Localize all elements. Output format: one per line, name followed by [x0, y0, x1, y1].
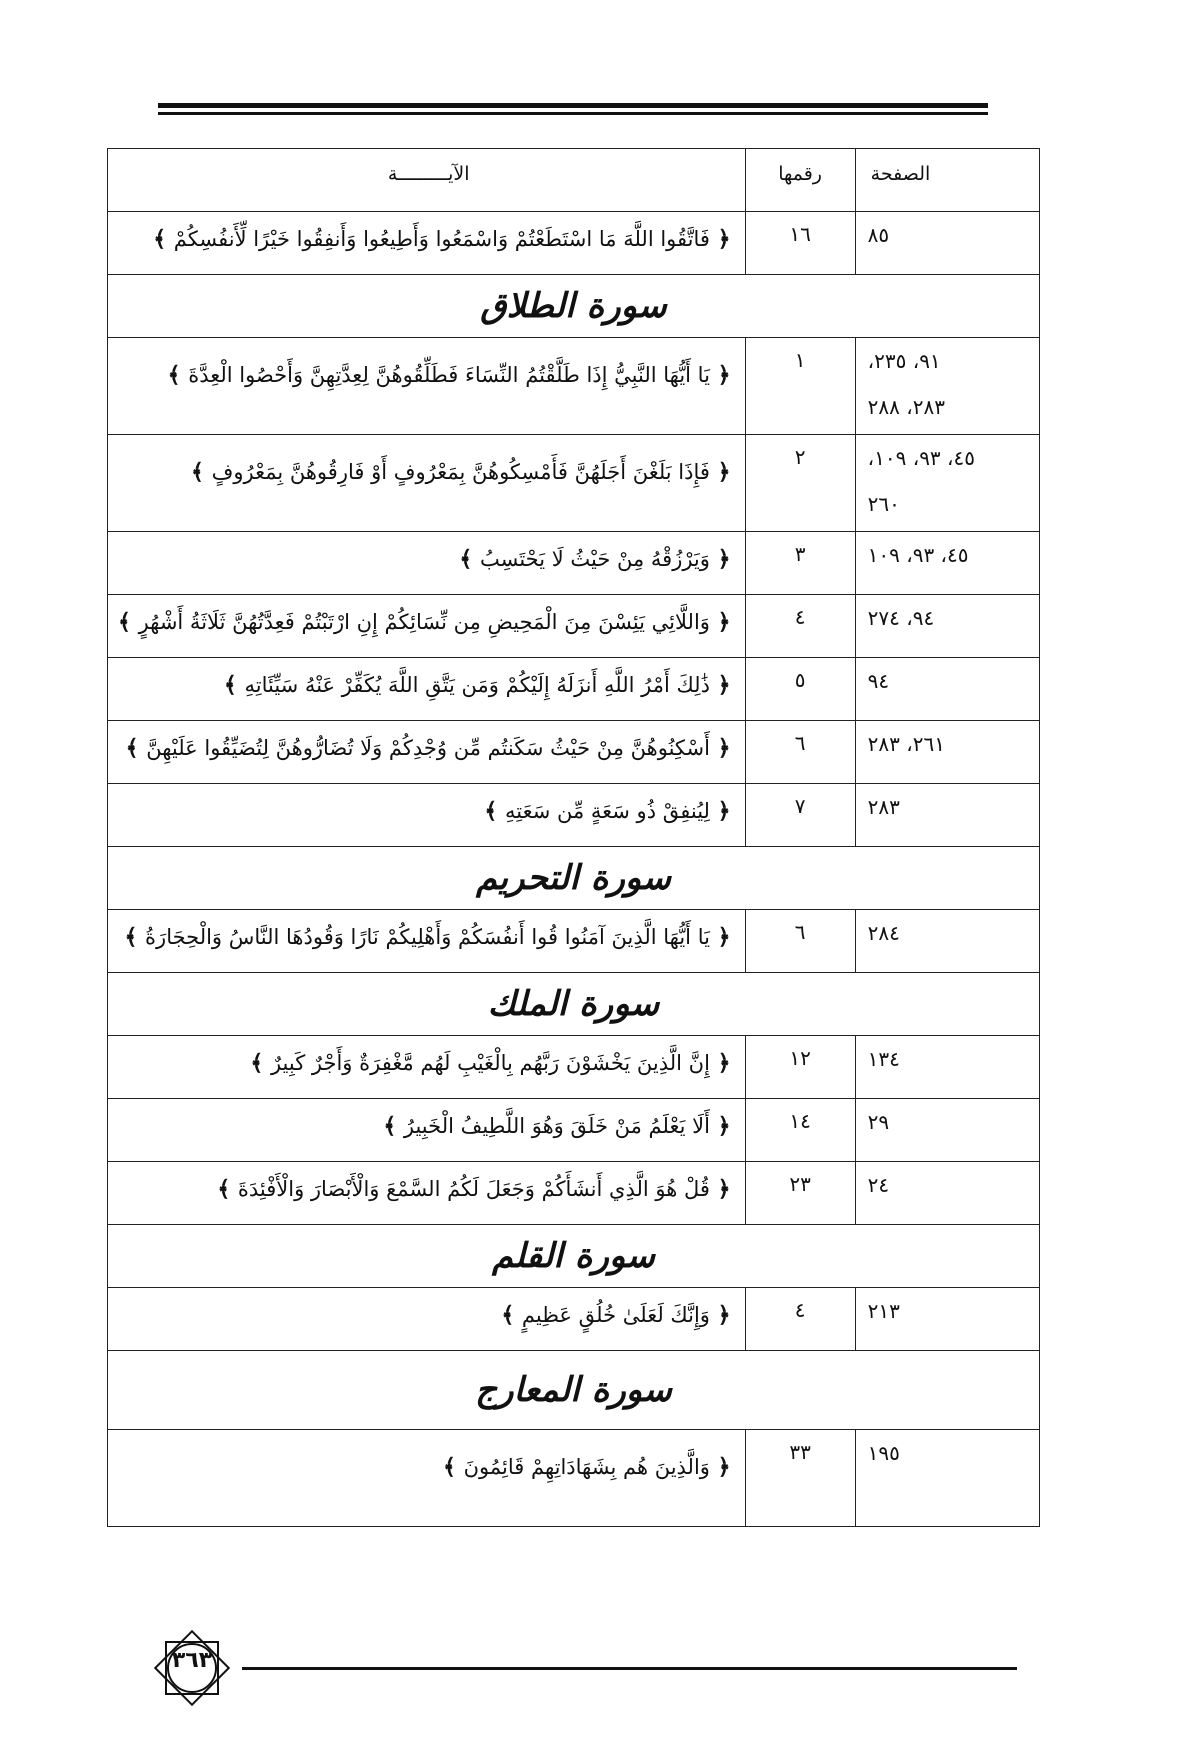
header-rule — [158, 103, 988, 108]
ornate-bracket-close-icon: ﴾ — [124, 924, 146, 950]
surah-heading-row — [108, 1351, 1040, 1430]
ornate-bracket-close-icon: ﴾ — [191, 459, 212, 485]
surah-title: سورة التحريم — [476, 858, 671, 898]
verse-number: ١٦ — [789, 222, 811, 246]
surah-heading-cell — [108, 1351, 1040, 1430]
page-refs-cell — [855, 1162, 1039, 1225]
ornate-bracket-open-icon: ﴿ — [709, 1176, 731, 1202]
verse-text: وَاللَّائِي يَئِسْنَ مِنَ الْمَحِيضِ مِن نِّسَائِكُمْ إِنِ ارْتَبْتُمْ فَعِدَّتُهُنَّ ثَلَاثَةُ أَشْهُرٍ — [138, 610, 710, 634]
verse-number: ٧ — [794, 794, 806, 818]
verse-number: ٤ — [794, 1298, 806, 1322]
verse-cell — [108, 658, 746, 721]
verse-text-wrap — [108, 910, 745, 950]
verse-number-cell — [745, 212, 855, 275]
verse-cell — [108, 338, 746, 435]
footer-rule — [242, 1667, 1017, 1670]
verse-text-wrap — [108, 212, 745, 252]
verse-text-wrap — [108, 1430, 745, 1480]
page-ref: ٢١٣ — [867, 1299, 900, 1323]
ornate-bracket-close-icon: ﴾ — [459, 546, 480, 572]
verse-cell — [108, 595, 746, 658]
verse-cell — [108, 1162, 746, 1225]
verse-text-wrap — [108, 721, 745, 761]
verse-cell — [108, 1036, 746, 1099]
verse-text: وَإِنَّكَ لَعَلَىٰ خُلُقٍ عَظِيمٍ — [521, 1303, 710, 1327]
verse-cell — [108, 532, 746, 595]
page-ref: ٢٦٠ — [867, 492, 900, 516]
verse-text-wrap — [108, 784, 745, 824]
page-ref: ٤٥، ٩٣، ١٠٩ — [867, 543, 969, 567]
verse-text: إِنَّ الَّذِينَ يَخْشَوْنَ رَبَّهُم بِالْغَيْبِ لَهُم مَّغْفِرَةٌ وَأَجْرٌ كَبِيرٌ — [270, 1051, 710, 1075]
verse-number: ١٢ — [789, 1046, 811, 1070]
verse-number: ١٤ — [789, 1109, 811, 1133]
verse-number-cell — [745, 532, 855, 595]
ornate-bracket-open-icon: ﴿ — [709, 735, 731, 761]
ornate-bracket-open-icon: ﴿ — [709, 609, 731, 635]
ornate-bracket-open-icon: ﴿ — [709, 362, 731, 388]
verse-number-cell — [745, 338, 855, 435]
verse-number-cell — [745, 1036, 855, 1099]
ornate-bracket-close-icon: ﴾ — [484, 798, 505, 824]
verse-text: لِيُنفِقْ ذُو سَعَةٍ مِّن سَعَتِهِ — [504, 799, 710, 823]
ornate-bracket-close-icon: ﴾ — [217, 1176, 238, 1202]
table-row — [108, 784, 1040, 847]
page-ref: ٢٨٣، ٢٨٨ — [867, 395, 945, 419]
verse-number: ٦ — [794, 920, 806, 944]
ornate-bracket-close-icon: ﴾ — [383, 1113, 404, 1139]
ornate-bracket-close-icon: ﴾ — [443, 1454, 464, 1480]
page-refs-cell — [855, 784, 1039, 847]
verse-number-cell — [745, 910, 855, 973]
verse-text-wrap — [108, 1288, 745, 1328]
verse-number-cell — [745, 1099, 855, 1162]
surah-title: سورة الملك — [487, 984, 660, 1024]
page-ref: ٩١، ٢٣٥، — [867, 349, 941, 373]
page-ref: ٢٦١، ٢٨٣ — [867, 732, 945, 756]
page-refs-cell — [855, 338, 1039, 435]
ornate-bracket-close-icon: ﴾ — [223, 672, 245, 698]
verse-text-wrap — [108, 1036, 745, 1076]
verse-number-cell — [745, 784, 855, 847]
verse-text: وَالَّذِينَ هُم بِشَهَادَاتِهِمْ قَائِمُونَ — [463, 1455, 710, 1479]
verse-text: فَاتَّقُوا اللَّهَ مَا اسْتَطَعْتُمْ وَاسْمَعُوا وَأَطِيعُوا وَأَنفِقُوا خَيْرًا لِّأَنفُسِكُمْ — [173, 227, 710, 251]
ornate-bracket-close-icon: ﴾ — [118, 609, 139, 635]
page-refs-cell — [855, 435, 1039, 532]
page-ref: ٢٨٣ — [867, 795, 900, 819]
verse-text: أَلَا يَعْلَمُ مَنْ خَلَقَ وَهُوَ اللَّطِيفُ الْخَبِيرُ — [403, 1114, 710, 1138]
verse-cell — [108, 212, 746, 275]
table-row — [108, 1430, 1040, 1527]
verse-text: فَإِذَا بَلَغْنَ أَجَلَهُنَّ فَأَمْسِكُوهُنَّ بِمَعْرُوفٍ أَوْ فَارِقُوهُنَّ بِمَعْرُوفٍ — [211, 460, 710, 484]
verse-text-wrap — [108, 1099, 745, 1139]
ornate-bracket-close-icon: ﴾ — [153, 226, 174, 252]
verse-cell — [108, 721, 746, 784]
page-ref: ٩٤ — [867, 669, 890, 693]
verse-text-wrap — [108, 1162, 745, 1202]
verse-index-table — [107, 148, 1040, 1527]
page-number: ٣٦٣ — [171, 1648, 213, 1673]
verse-number-cell — [745, 1430, 855, 1527]
header-rule-thin — [158, 112, 988, 115]
table-row — [108, 910, 1040, 973]
table-row — [108, 1288, 1040, 1351]
page-ref: ٨٥ — [867, 223, 890, 247]
verse-text: يَا أَيُّهَا النَّبِيُّ إِذَا طَلَّقْتُمُ النِّسَاءَ فَطَلِّقُوهُنَّ لِعِدَّتِهِنَّ وَأَحْصُوا الْعِدَّةَ — [188, 363, 710, 387]
verse-text: ذَٰلِكَ أَمْرُ اللَّهِ أَنزَلَهُ إِلَيْكُمْ وَمَن يَتَّقِ اللَّهَ يُكَفِّرْ عَنْهُ سَيِّئَاتِهِ — [244, 673, 710, 697]
ornate-bracket-close-icon: ﴾ — [125, 735, 147, 761]
verse-number-cell — [745, 595, 855, 658]
page-ref: ٢٨٤ — [867, 921, 900, 945]
page-ref: ٢٩ — [867, 1110, 890, 1134]
page-ref: ٩٤، ٢٧٤ — [867, 606, 935, 630]
ornate-bracket-open-icon: ﴿ — [709, 924, 731, 950]
verse-cell — [108, 1430, 746, 1527]
verse-text-wrap — [108, 532, 745, 572]
verse-cell — [108, 910, 746, 973]
verse-cell — [108, 1288, 746, 1351]
table-row — [108, 212, 1040, 275]
verse-number: ٦ — [794, 731, 806, 755]
page-ref: ٤٥، ٩٣، ١٠٩، — [867, 446, 975, 470]
column-header-page: الصفحة — [855, 149, 1039, 212]
table-row — [108, 435, 1040, 532]
ornate-bracket-open-icon: ﴿ — [709, 546, 731, 572]
surah-title: سورة الطلاق — [480, 286, 667, 326]
verse-number-cell — [745, 658, 855, 721]
surah-title: سورة المعارج — [475, 1370, 672, 1410]
verse-text-wrap — [108, 435, 745, 485]
ornate-bracket-open-icon: ﴿ — [709, 1454, 731, 1480]
verse-cell — [108, 784, 746, 847]
verse-text-wrap — [108, 338, 745, 388]
page-ref: ١٩٥ — [867, 1441, 900, 1465]
page-ref: ١٣٤ — [867, 1047, 900, 1071]
verse-number: ٥ — [794, 668, 806, 692]
ornate-bracket-close-icon: ﴾ — [250, 1050, 271, 1076]
verse-cell — [108, 435, 746, 532]
verse-number: ٣٣ — [789, 1440, 811, 1464]
verse-number: ٤ — [794, 605, 806, 629]
verse-number: ٢ — [794, 445, 806, 469]
verse-number: ١ — [794, 348, 806, 372]
surah-title: سورة القلم — [491, 1236, 655, 1276]
verse-text: قُلْ هُوَ الَّذِي أَنشَأَكُمْ وَجَعَلَ لَكُمُ السَّمْعَ وَالْأَبْصَارَ وَالْأَفْئِدَةَ — [237, 1177, 710, 1201]
verse-number-cell — [745, 1288, 855, 1351]
verse-number: ٣ — [794, 542, 806, 566]
ornate-bracket-open-icon: ﴿ — [709, 226, 731, 252]
verse-number-cell — [745, 435, 855, 532]
table-row — [108, 1162, 1040, 1225]
column-header-number: رقمها — [745, 149, 855, 212]
verse-cell — [108, 1099, 746, 1162]
verse-text: أَسْكِنُوهُنَّ مِنْ حَيْثُ سَكَنتُم مِّن وُجْدِكُمْ وَلَا تُضَارُّوهُنَّ لِتُضَيِّقُوا عَلَيْهِنَّ — [146, 736, 710, 760]
ornate-bracket-open-icon: ﴿ — [709, 1050, 731, 1076]
column-header-ayah: الآيـــــــــة — [108, 149, 746, 212]
ornate-bracket-open-icon: ﴿ — [709, 672, 731, 698]
verse-text-wrap — [108, 595, 745, 635]
table-row — [108, 338, 1040, 435]
ornate-bracket-close-icon: ﴾ — [167, 362, 189, 388]
ornate-bracket-open-icon: ﴿ — [709, 1302, 731, 1328]
verse-number: ٢٣ — [789, 1172, 811, 1196]
page-refs-cell — [855, 910, 1039, 973]
ornate-bracket-open-icon: ﴿ — [709, 459, 731, 485]
page-refs-cell — [855, 1288, 1039, 1351]
ornate-bracket-open-icon: ﴿ — [709, 798, 731, 824]
page-ref: ٢٤ — [867, 1173, 890, 1197]
page-refs-cell — [855, 212, 1039, 275]
verse-number-cell — [745, 1162, 855, 1225]
verse-number-cell — [745, 721, 855, 784]
ornate-bracket-close-icon: ﴾ — [501, 1302, 522, 1328]
ornate-bracket-open-icon: ﴿ — [709, 1113, 731, 1139]
verse-text: وَيَرْزُقْهُ مِنْ حَيْثُ لَا يَحْتَسِبُ — [479, 547, 710, 571]
page-refs-cell — [855, 1430, 1039, 1527]
verse-text: يَا أَيُّهَا الَّذِينَ آمَنُوا قُوا أَنفُسَكُمْ وَأَهْلِيكُمْ نَارًا وَقُودُهَا النَّاسُ وَالْحِجَارَةُ — [145, 925, 710, 949]
verse-text-wrap — [108, 658, 745, 698]
